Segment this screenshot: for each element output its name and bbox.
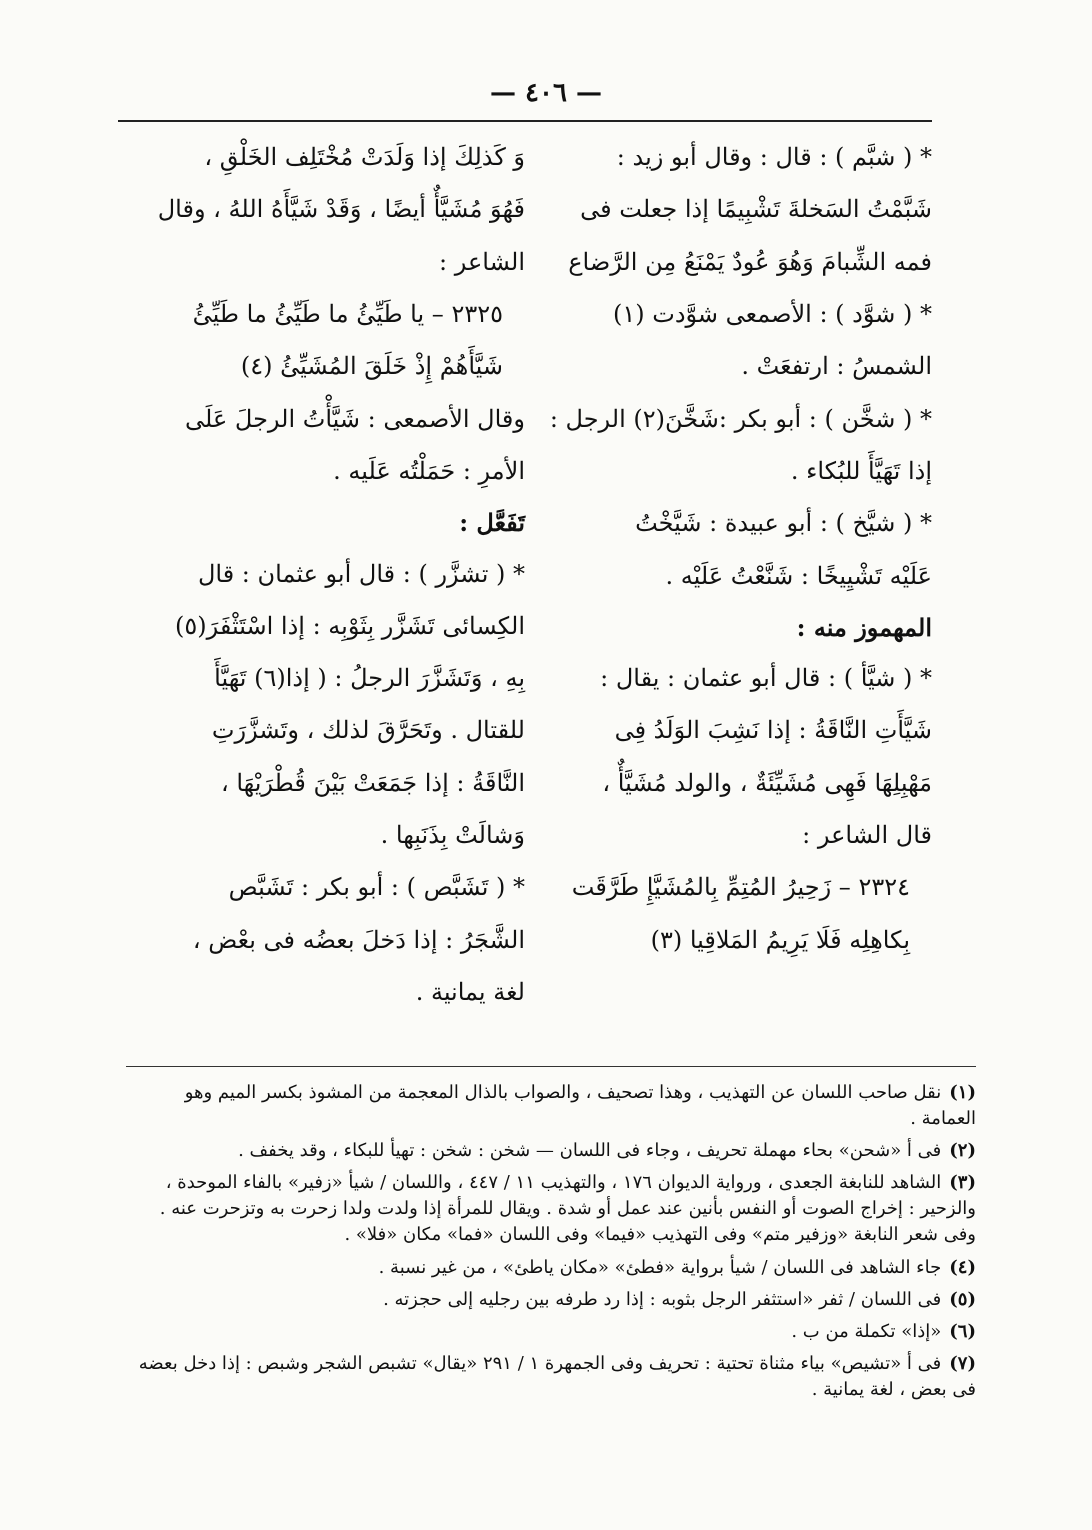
poem-line: شَيَّأَهُمْ إِذْ خَلَقَ المُشَيِّئُ (٤) [240, 352, 503, 381]
entry-line: * ( تَشَبَّص ) : أبو بكر : تَشَبَّص [228, 873, 525, 902]
top-rule [118, 120, 932, 122]
entry-line: * ( شبَّم ) : قال : وقال أبو زيد : [616, 143, 932, 171]
text-line: قال الشاعر : [802, 821, 932, 850]
text-line: الأمرِ : حَمَلْتُه عَلَيه . [333, 456, 525, 485]
text-line: الكِسائى تَشَزَّر بِثَوْبِه : إذا اسْتَثْفَرَ(٥) [175, 611, 525, 640]
footnote-number: (٤) [949, 1256, 976, 1278]
footnote-text: نقل صاحب اللسان عن التهذيب ، وهذا تصحيف ، والصواب بالذال المعجمة من المشوذ بكسر الميم وهو العمامة . [184, 1082, 976, 1130]
text-line: للقتال . وتَحَرَّقَ لذلك ، وتَشزَّرَتِ [211, 716, 525, 745]
text-line: فمه الشِّبامَ وَهُوَ عُودٌ يَمْنَعُ مِن الرَّضاع [568, 247, 932, 276]
footnote [126, 1170, 976, 1248]
footnote-divider [126, 1066, 976, 1067]
left-column [140, 140, 525, 1027]
footnote-number: (١) [949, 1082, 976, 1103]
entry-line: * ( تشزَّر ) : قال أبو عثمان : قال [197, 559, 525, 588]
page-number: — ٤٠٦ — [489, 78, 603, 108]
text-line: إذا تَهَيَّأَ للبُكاء . [790, 456, 932, 485]
footnote-text: «إذا» تكملة من ب . [791, 1320, 942, 1342]
footnote-number: (٦) [949, 1320, 976, 1342]
entry-line: * ( شخَّن ) : أبو بكر :شَخَّنَ(٢) الرجل : [549, 404, 932, 433]
text-line: النَّاقَةُ : إذا جَمَعَتْ بَيْنَ قُطْرَيْهَا ، [220, 768, 525, 797]
text-line: شَيَّأَتِ النَّاقَةُ : إذا نَشِبَ الوَلَدُ فِى [614, 716, 932, 745]
text-line: شَبَّمْتُ السَخلةَ تَشْبِيمًا إذا جعلت فى [580, 195, 932, 224]
footnote-text: الشاهد للنابغة الجعدى ، ورواية الديوان ١٧٦ ، والتهذيب ١١ / ٤٤٧ ، واللسان / شيأ «زفير» بالفاء الموحدة ، والزحير : إخراج الصوت أو النفس بأنين عند عمل أو شدة . ويقال للمرأة إذا ولدت ولدا زحرت به وتزحرت عنه . وفى شعر النابغة «وزفير متم» وفى التهذيب «فيما» وفى اللسان «فما» مكان «فلا» . [159, 1172, 976, 1246]
text-line: فَهُوَ مُشَيَّأٌ أيضًا ، وَقَدْ شَيَّأَهُ اللهُ ، وقال [157, 195, 525, 224]
footnote-text: فى أ «شحن» بحاء مهملة تحريف ، وجاء فى اللسان — شخن : شخن : تهيأ للبكاء ، وقد يخفف . [238, 1140, 942, 1162]
footnote [126, 1255, 976, 1281]
footnote [126, 1080, 976, 1132]
text-line: الشمسُ : ارتفعَتْ . [741, 352, 932, 381]
entry-line: * ( شيَّخ ) : أبو عبيدة : شَيَّخْتُ [635, 509, 932, 538]
text-line: لغة يمانية . [415, 978, 525, 1006]
footnote-number: (٢) [949, 1140, 976, 1162]
footnote [126, 1351, 976, 1403]
poem-line: ٢٣٢٤ – زَحِيرُ المُتِمِّ بِالمُشَيَّإِ طَرَّقَت [571, 873, 910, 902]
footnote [126, 1138, 976, 1164]
text-line: وقال الأصمعى : شَيَّأْتُ الرجلَ عَلَى [185, 404, 525, 433]
text-line: الشَّجَرُ : إذا دَخلَ بعضُه فى بعْض ، [192, 925, 525, 954]
footnotes [126, 1080, 976, 1409]
text-line: وَشالَتْ بِذَنَبِها . [380, 821, 525, 850]
entry-line: * ( شوَّد ) : الأصمعى شوَّدت (١) [612, 299, 932, 328]
right-column [547, 140, 932, 975]
poem-line: بِكاهِلِه فَلَا يَرِيمُ المَلاقِيا (٣) [650, 925, 910, 954]
text-line: مَهْبِلِهَا فَهِى مُشَيِّئَةٌ ، والولد مُشَيَّأٌ ، [602, 768, 932, 797]
text-line: بِهِ ، وَتَشَزَّرَ الرجلُ : ( إذا(٦) تَهَيَّأَ [214, 664, 525, 693]
footnote-text: فى أ «تشيص» بياء مثناة تحتية : تحريف وفى الجمهرة ١ / ٢٩١ «يقال» تشبص الشجر وشبص : إذا دخل بعضه فى بعض ، لغة يمانية . [138, 1352, 976, 1400]
text-line: الشاعر : [439, 247, 525, 276]
section-heading: تَفَعَّل : [459, 508, 525, 538]
footnote-number: (٣) [949, 1172, 976, 1194]
text-line: وَ كَذلِكَ إذا وَلَدَتْ مُخْتَلِف الخَلْقِ ، [204, 143, 525, 171]
section-heading: المهموز منه : [796, 612, 932, 642]
footnote [126, 1319, 976, 1345]
footnote-number: (٥) [949, 1288, 976, 1310]
footnote-text: جاء الشاهد فى اللسان / شيأ برواية «فطئ» «مكان ياطئ» ، من غير نسبة . [378, 1256, 942, 1278]
footnote [126, 1287, 976, 1313]
text-line: عَلَيْه تَشْيِيخًا : شَنَّعْتُ عَلَيْه . [665, 561, 932, 590]
poem-line: ٢٣٢٥ – يا طَيِّئُ ما طَيِّئُ ما طَيِّئُ [192, 299, 503, 328]
footnote-text: فى اللسان / ثفر «استثفر الرجل بثوبه : إذا رد طرفه بين رجليه إلى حجزته . [383, 1288, 942, 1310]
entry-line: * ( شيَّأ ) : قال أبو عثمان : يقال : [600, 664, 932, 693]
footnote-number: (٧) [949, 1352, 976, 1374]
